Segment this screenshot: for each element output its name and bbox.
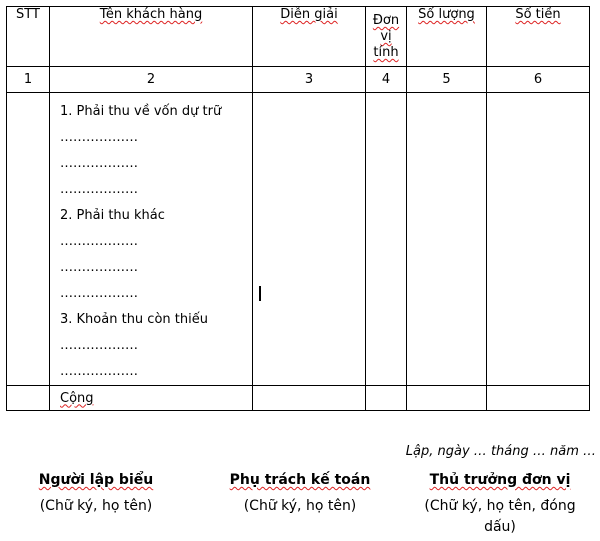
column-number: 1 xyxy=(7,67,50,93)
total-quantity-cell xyxy=(407,386,487,411)
section-title: 1. Phải thu về vốn dự trữ xyxy=(60,104,222,119)
header-quantity: Số lượng xyxy=(407,7,487,67)
header-stt: STT xyxy=(7,7,50,67)
signature-chief-accountant xyxy=(210,470,390,517)
signature-title: Người lập biểu xyxy=(38,472,154,488)
column-number: 3 xyxy=(253,67,366,93)
header-row xyxy=(7,7,590,67)
dotted-line: ……………… xyxy=(60,260,138,275)
total-stt-cell xyxy=(7,386,50,411)
column-number: 5 xyxy=(407,67,487,93)
signature-preparer xyxy=(16,470,176,517)
header-unit: Đơn vị tính xyxy=(366,7,407,67)
dotted-line: ……………… xyxy=(60,182,138,197)
signature-title: Thủ trưởng đơn vị xyxy=(429,472,571,488)
dotted-line: ……………… xyxy=(60,234,138,249)
total-amount-cell xyxy=(487,386,590,411)
section-title: 2. Phải thu khác xyxy=(60,208,165,223)
quantity-cell xyxy=(407,93,487,386)
header-customer-name: Tên khách hàng xyxy=(50,7,253,67)
dotted-line: ……………… xyxy=(60,364,138,379)
column-number: 6 xyxy=(487,67,590,93)
header-explanation: Diễn giải xyxy=(253,7,366,67)
date-line: Lập, ngày … tháng … năm … xyxy=(405,444,596,459)
signature-note: (Chữ ký, họ tên) xyxy=(243,498,357,514)
unit-cell xyxy=(366,93,407,386)
signature-note: (Chữ ký, họ tên) xyxy=(39,498,153,514)
body-row xyxy=(7,93,590,386)
signature-head-of-unit xyxy=(410,470,590,538)
signature-note: (Chữ ký, họ tên, đóng dấu) xyxy=(424,498,576,535)
section-title: 3. Khoản thu còn thiếu xyxy=(60,312,208,327)
amount-cell xyxy=(487,93,590,386)
receivables-table xyxy=(6,6,590,411)
column-number: 2 xyxy=(50,67,253,93)
column-number-row xyxy=(7,67,590,93)
text-cursor xyxy=(259,286,261,301)
total-label: Cộng xyxy=(60,390,94,406)
dotted-line: ……………… xyxy=(60,130,138,145)
signature-title: Phụ trách kế toán xyxy=(229,472,371,488)
dotted-line: ……………… xyxy=(60,156,138,171)
dotted-line: ……………… xyxy=(60,286,138,301)
total-unit-cell xyxy=(366,386,407,411)
total-row xyxy=(7,386,590,411)
customer-cell xyxy=(50,93,253,386)
header-amount: Số tiền xyxy=(487,7,590,67)
explanation-cell[interactable] xyxy=(253,93,366,386)
dotted-line: ……………… xyxy=(60,338,138,353)
total-label-cell xyxy=(50,386,253,411)
total-explanation-cell xyxy=(253,386,366,411)
column-number: 4 xyxy=(366,67,407,93)
